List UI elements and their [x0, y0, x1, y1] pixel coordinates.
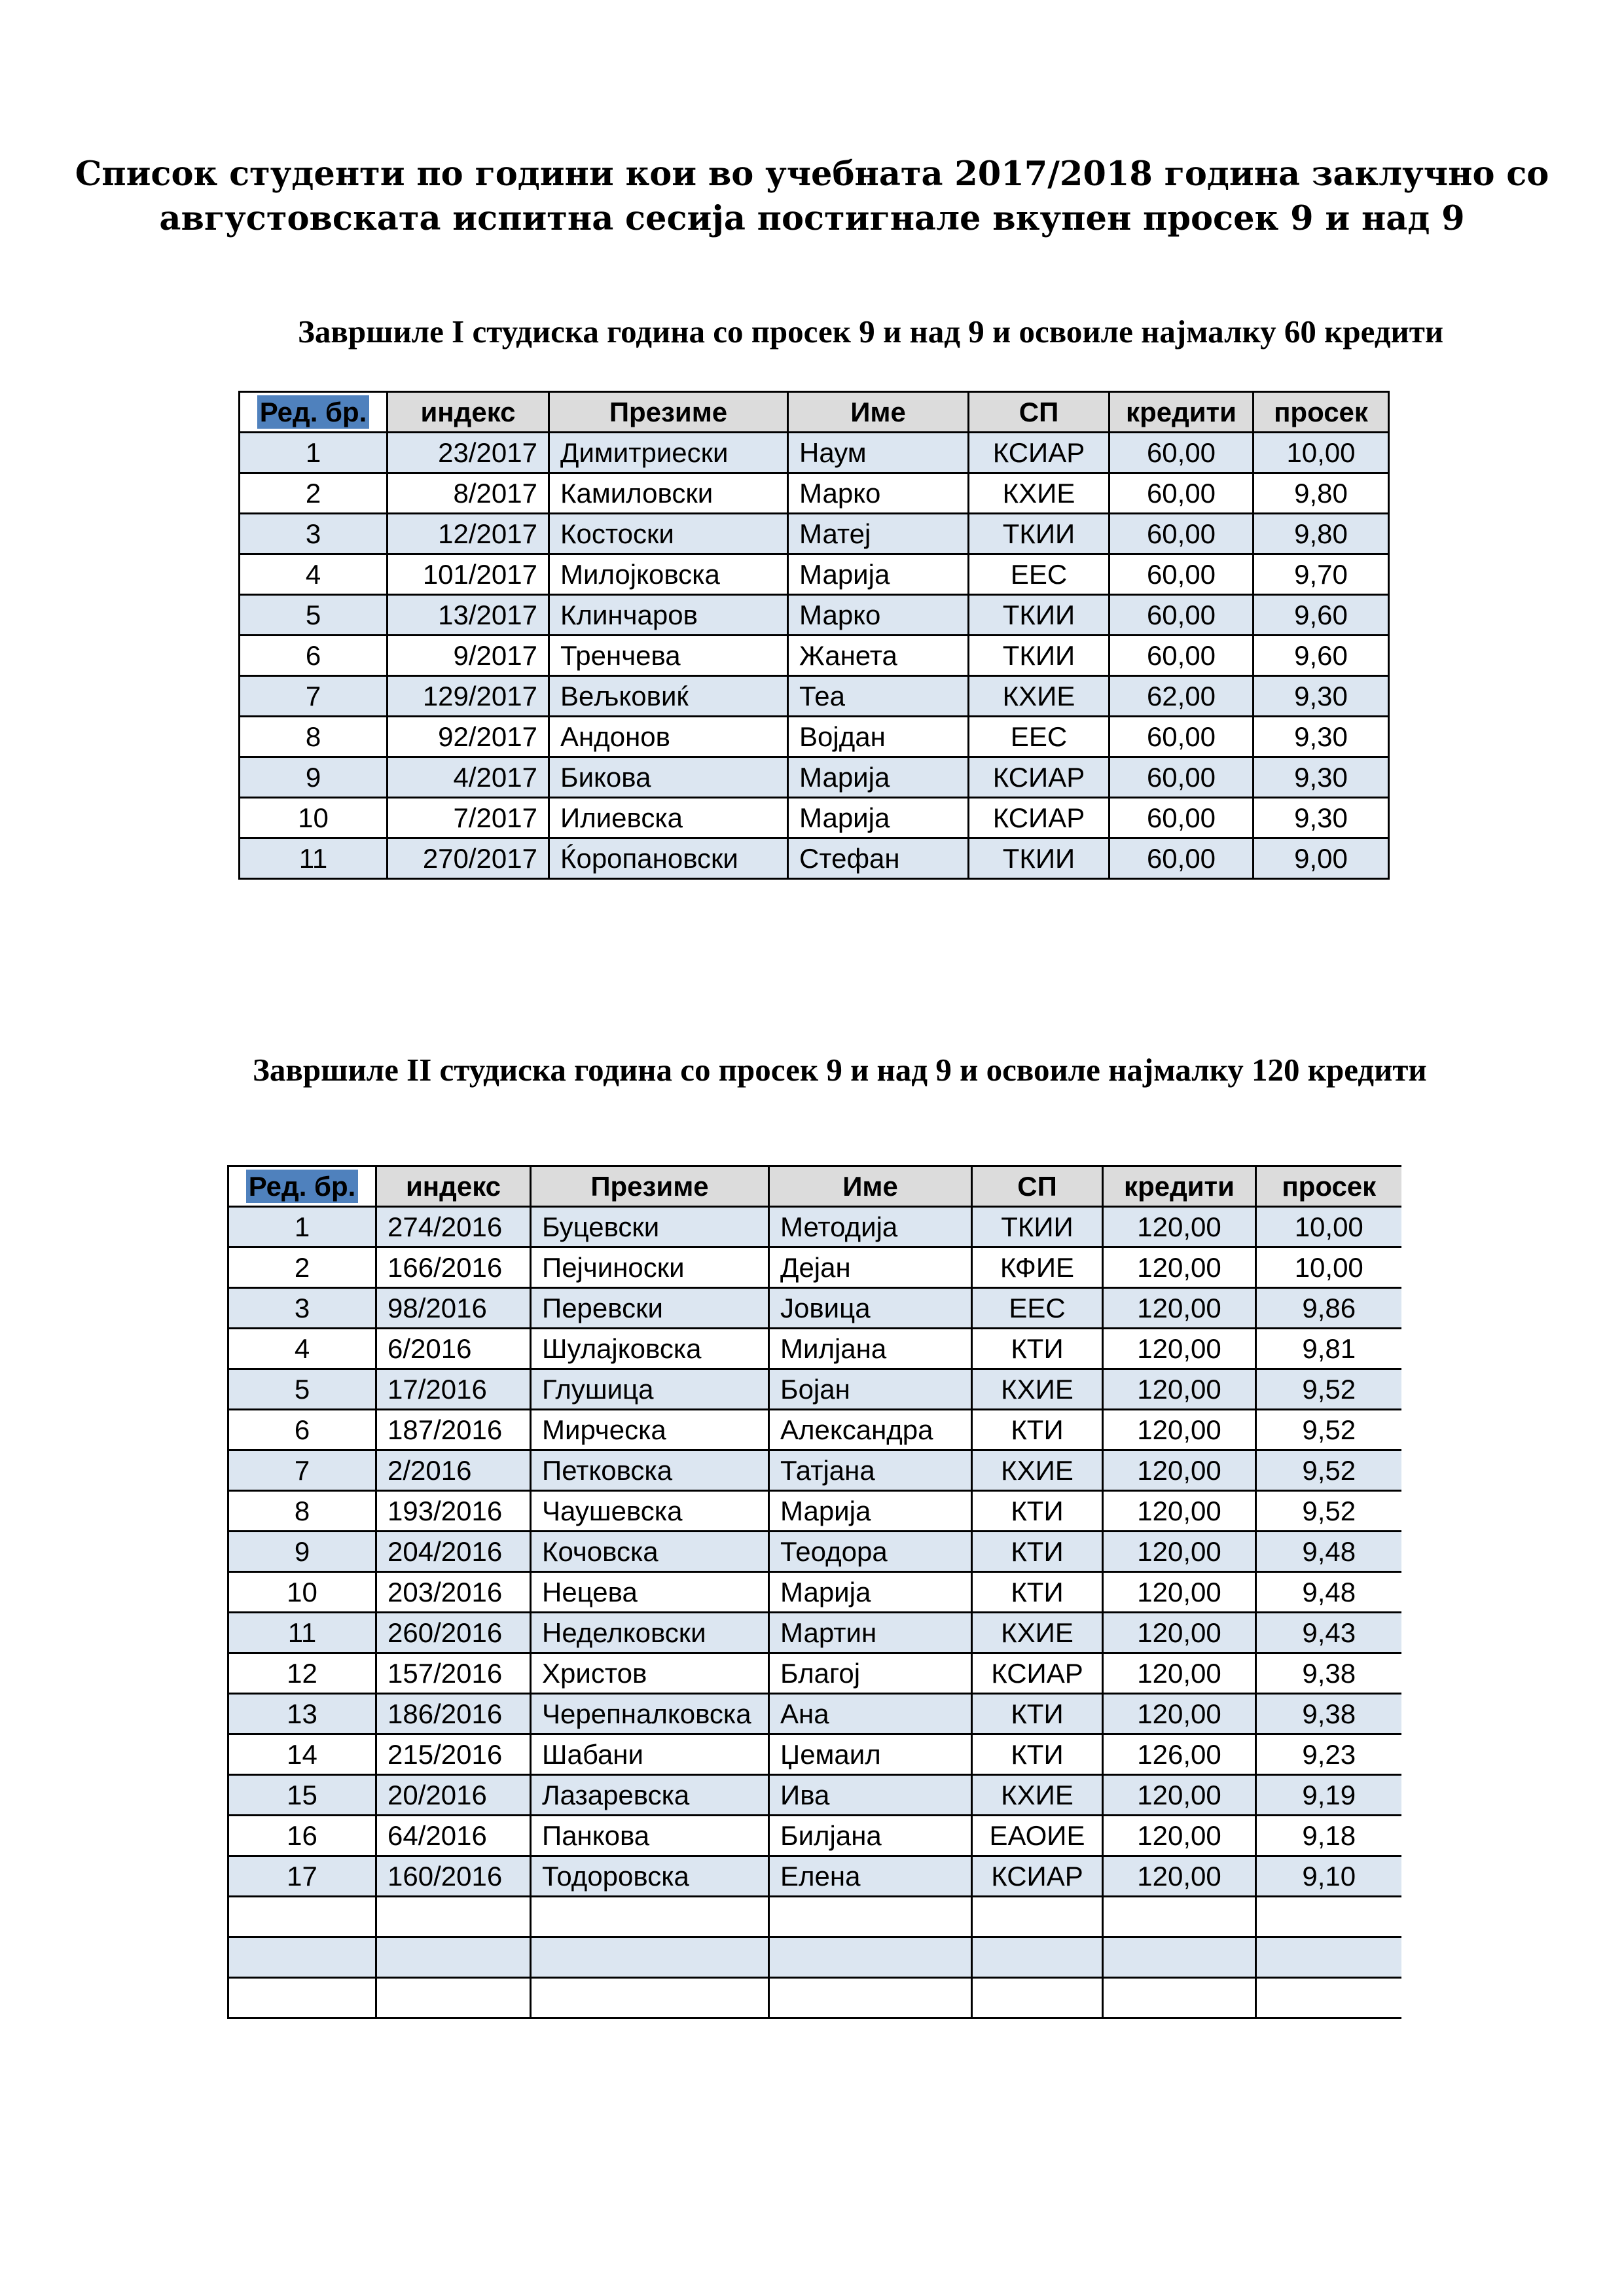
cell-row-number: 10	[240, 798, 388, 838]
cell-row-number: 6	[240, 636, 388, 676]
cell-study-program: КХИЕ	[972, 1775, 1103, 1816]
cell-surname: Тренчева	[549, 636, 788, 676]
cell-surname: Черепналковска	[531, 1694, 769, 1734]
cell-surname: Тодоровска	[531, 1856, 769, 1897]
cell-study-program: КСИАР	[969, 798, 1110, 838]
table-row	[228, 1288, 1401, 1329]
cell-surname: Перевски	[531, 1288, 769, 1329]
cell-study-program: КСИАР	[972, 1653, 1103, 1694]
document-title-line-2: августовската испитна сесија постигнале вкупен просек 9 и над 9	[159, 199, 1465, 238]
cell-credits: 120,00	[1103, 1410, 1256, 1450]
cell-study-program: ТКИИ	[969, 636, 1110, 676]
cell-name: Стефан	[788, 838, 969, 879]
cell-credits: 120,00	[1103, 1247, 1256, 1288]
cell-credits: 60,00	[1110, 798, 1254, 838]
cell-name: Војдан	[788, 717, 969, 757]
cell-credits: 120,00	[1103, 1694, 1256, 1734]
header-credits: кредити	[1110, 392, 1254, 433]
header-name: Име	[788, 392, 969, 433]
cell-average: 9,30	[1254, 798, 1389, 838]
cell-name: Матеј	[788, 514, 969, 554]
cell-study-program: КТИ	[972, 1694, 1103, 1734]
header-average: просек	[1254, 392, 1389, 433]
cell-index: 166/2016	[376, 1247, 531, 1288]
cell-credits: 120,00	[1103, 1653, 1256, 1694]
cell-average: 9,80	[1254, 473, 1389, 514]
cell-surname: Бикова	[549, 757, 788, 798]
cell-study-program: ЕЕС	[972, 1288, 1103, 1329]
cell-average: 9,48	[1256, 1572, 1401, 1613]
cell-row-number: 16	[228, 1816, 376, 1856]
cell-study-program: КТИ	[972, 1734, 1103, 1775]
cell-surname: Пејчиноски	[531, 1247, 769, 1288]
cell-average: 10,00	[1256, 1247, 1401, 1288]
cell-surname: Нецева	[531, 1572, 769, 1613]
table-header-row	[228, 1166, 1401, 1207]
cell-credits: 120,00	[1103, 1207, 1256, 1247]
cell-row-number: 9	[240, 757, 388, 798]
table-row	[228, 1613, 1401, 1653]
cell-surname: Шулајковска	[531, 1329, 769, 1369]
cell-credits: 62,00	[1110, 676, 1254, 717]
cell-name: Теодора	[769, 1532, 972, 1572]
cell-row-number	[228, 1897, 376, 1937]
cell-study-program: ТКИИ	[972, 1207, 1103, 1247]
cell-name	[769, 1897, 972, 1937]
cell-surname: Петковска	[531, 1450, 769, 1491]
cell-row-number: 8	[240, 717, 388, 757]
cell-average: 9,43	[1256, 1613, 1401, 1653]
cell-study-program: КТИ	[972, 1410, 1103, 1450]
cell-surname	[531, 1978, 769, 2018]
cell-index: 101/2017	[388, 554, 549, 595]
cell-average: 9,38	[1256, 1653, 1401, 1694]
table-row	[240, 676, 1389, 717]
cell-surname	[531, 1937, 769, 1978]
cell-average: 9,81	[1256, 1329, 1401, 1369]
cell-row-number: 15	[228, 1775, 376, 1816]
cell-average: 9,00	[1254, 838, 1389, 879]
cell-credits: 120,00	[1103, 1816, 1256, 1856]
cell-name: Дејан	[769, 1247, 972, 1288]
cell-credits: 120,00	[1103, 1613, 1256, 1653]
cell-name: Марко	[788, 595, 969, 636]
table-row	[228, 1937, 1401, 1978]
cell-average: 9,30	[1254, 676, 1389, 717]
header-credits: кредити	[1103, 1166, 1256, 1207]
cell-study-program: ТКИИ	[969, 514, 1110, 554]
cell-index: 204/2016	[376, 1532, 531, 1572]
cell-index: 215/2016	[376, 1734, 531, 1775]
cell-name: Жанета	[788, 636, 969, 676]
cell-surname: Илиевска	[549, 798, 788, 838]
cell-credits: 120,00	[1103, 1572, 1256, 1613]
document-title	[0, 152, 1624, 241]
cell-surname: Буцевски	[531, 1207, 769, 1247]
cell-average: 9,52	[1256, 1491, 1401, 1532]
cell-credits	[1103, 1937, 1256, 1978]
table-row	[228, 1856, 1401, 1897]
cell-name: Билјана	[769, 1816, 972, 1856]
cell-name	[769, 1978, 972, 2018]
cell-surname: Камиловски	[549, 473, 788, 514]
table-row	[240, 798, 1389, 838]
table-row	[228, 1816, 1401, 1856]
document-title-line-1: Список студенти по години кои во учебната 2017/2018 година заклучно со	[75, 154, 1549, 194]
cell-row-number: 14	[228, 1734, 376, 1775]
cell-credits: 120,00	[1103, 1450, 1256, 1491]
cell-average: 9,10	[1256, 1856, 1401, 1897]
cell-row-number: 10	[228, 1572, 376, 1613]
cell-index: 17/2016	[376, 1369, 531, 1410]
cell-index: 64/2016	[376, 1816, 531, 1856]
cell-name: Марија	[769, 1572, 972, 1613]
cell-surname: Глушица	[531, 1369, 769, 1410]
cell-row-number: 8	[228, 1491, 376, 1532]
cell-study-program: КТИ	[972, 1572, 1103, 1613]
cell-surname: Мирческа	[531, 1410, 769, 1450]
cell-index: 187/2016	[376, 1410, 531, 1450]
cell-name: Милјана	[769, 1329, 972, 1369]
cell-index: 270/2017	[388, 838, 549, 879]
cell-average	[1256, 1978, 1401, 2018]
cell-credits	[1103, 1978, 1256, 2018]
cell-credits: 120,00	[1103, 1491, 1256, 1532]
cell-credits: 60,00	[1110, 433, 1254, 473]
cell-study-program	[972, 1978, 1103, 2018]
cell-name: Ива	[769, 1775, 972, 1816]
cell-credits: 60,00	[1110, 473, 1254, 514]
table-row	[228, 1532, 1401, 1572]
cell-average: 9,30	[1254, 757, 1389, 798]
cell-name: Џемаил	[769, 1734, 972, 1775]
table-row	[228, 1207, 1401, 1247]
cell-credits: 120,00	[1103, 1775, 1256, 1816]
table-row	[240, 838, 1389, 879]
table-row	[240, 757, 1389, 798]
table-row	[228, 1369, 1401, 1410]
section-1-heading: Завршиле I студиска година со просек 9 и над 9 и освоиле најмалку 60 кредити	[298, 314, 1444, 350]
header-surname: Презиме	[531, 1166, 769, 1207]
cell-row-number	[228, 1937, 376, 1978]
cell-row-number: 11	[228, 1613, 376, 1653]
cell-study-program	[972, 1897, 1103, 1937]
cell-study-program: КХИЕ	[969, 676, 1110, 717]
cell-name: Наум	[788, 433, 969, 473]
cell-index: 193/2016	[376, 1491, 531, 1532]
cell-credits: 120,00	[1103, 1288, 1256, 1329]
cell-study-program: КХИЕ	[972, 1369, 1103, 1410]
cell-row-number: 2	[228, 1247, 376, 1288]
cell-average: 9,19	[1256, 1775, 1401, 1816]
cell-name: Методија	[769, 1207, 972, 1247]
table-row	[228, 1694, 1401, 1734]
cell-study-program: КСИАР	[972, 1856, 1103, 1897]
cell-index: 8/2017	[388, 473, 549, 514]
cell-row-number: 7	[240, 676, 388, 717]
cell-average: 9,52	[1256, 1410, 1401, 1450]
cell-average: 9,23	[1256, 1734, 1401, 1775]
cell-row-number: 9	[228, 1532, 376, 1572]
cell-row-number: 5	[228, 1369, 376, 1410]
cell-surname: Милојковска	[549, 554, 788, 595]
cell-name: Александра	[769, 1410, 972, 1450]
cell-study-program: ЕЕС	[969, 717, 1110, 757]
cell-index: 7/2017	[388, 798, 549, 838]
table-row	[228, 1410, 1401, 1450]
cell-index: 92/2017	[388, 717, 549, 757]
cell-row-number: 17	[228, 1856, 376, 1897]
cell-average: 9,86	[1256, 1288, 1401, 1329]
cell-index: 260/2016	[376, 1613, 531, 1653]
cell-index: 23/2017	[388, 433, 549, 473]
cell-study-program: ТКИИ	[969, 595, 1110, 636]
cell-name: Елена	[769, 1856, 972, 1897]
cell-surname: Димитриески	[549, 433, 788, 473]
cell-average	[1256, 1897, 1401, 1937]
cell-study-program: ЕЕС	[969, 554, 1110, 595]
table-row	[240, 595, 1389, 636]
cell-surname: Неделковски	[531, 1613, 769, 1653]
cell-study-program: КТИ	[972, 1329, 1103, 1369]
cell-surname: Лазаревска	[531, 1775, 769, 1816]
cell-average: 9,52	[1256, 1369, 1401, 1410]
table-row	[228, 1491, 1401, 1532]
cell-study-program: КХИЕ	[969, 473, 1110, 514]
cell-surname: Костоски	[549, 514, 788, 554]
cell-index: 12/2017	[388, 514, 549, 554]
table-row	[240, 636, 1389, 676]
cell-index: 129/2017	[388, 676, 549, 717]
cell-study-program: КТИ	[972, 1532, 1103, 1572]
cell-credits: 60,00	[1110, 717, 1254, 757]
cell-study-program: КСИАР	[969, 757, 1110, 798]
cell-index: 203/2016	[376, 1572, 531, 1613]
cell-index	[376, 1897, 531, 1937]
cell-credits: 60,00	[1110, 514, 1254, 554]
table-row	[240, 554, 1389, 595]
table-row	[240, 473, 1389, 514]
table-row	[228, 1653, 1401, 1694]
cell-credits: 60,00	[1110, 554, 1254, 595]
cell-name: Марија	[788, 798, 969, 838]
table-header-row	[240, 392, 1389, 433]
cell-name: Јовица	[769, 1288, 972, 1329]
header-surname: Презиме	[549, 392, 788, 433]
cell-average: 9,60	[1254, 595, 1389, 636]
cell-surname: Ќоропановски	[549, 838, 788, 879]
cell-credits: 60,00	[1110, 636, 1254, 676]
cell-row-number: 5	[240, 595, 388, 636]
cell-row-number: 1	[228, 1207, 376, 1247]
cell-surname: Вељковиќ	[549, 676, 788, 717]
cell-average: 9,30	[1254, 717, 1389, 757]
table-row	[228, 1897, 1401, 1937]
cell-index: 98/2016	[376, 1288, 531, 1329]
cell-index: 4/2017	[388, 757, 549, 798]
cell-index: 2/2016	[376, 1450, 531, 1491]
cell-name: Татјана	[769, 1450, 972, 1491]
cell-credits: 120,00	[1103, 1532, 1256, 1572]
cell-average: 9,52	[1256, 1450, 1401, 1491]
cell-credits: 60,00	[1110, 595, 1254, 636]
cell-study-program: КСИАР	[969, 433, 1110, 473]
second-year-students-table	[227, 1165, 1401, 2019]
table-row	[240, 514, 1389, 554]
cell-credits: 60,00	[1110, 838, 1254, 879]
cell-index	[376, 1978, 531, 2018]
header-index: индекс	[388, 392, 549, 433]
cell-average: 9,48	[1256, 1532, 1401, 1572]
header-study-program: СП	[969, 392, 1110, 433]
cell-index	[376, 1937, 531, 1978]
table-row	[228, 1329, 1401, 1369]
cell-row-number: 4	[240, 554, 388, 595]
cell-credits: 126,00	[1103, 1734, 1256, 1775]
cell-name: Мартин	[769, 1613, 972, 1653]
table-row	[240, 717, 1389, 757]
cell-average: 9,18	[1256, 1816, 1401, 1856]
cell-row-number: 12	[228, 1653, 376, 1694]
cell-index: 6/2016	[376, 1329, 531, 1369]
first-year-students-table	[238, 391, 1390, 880]
cell-name: Ана	[769, 1694, 972, 1734]
table-row	[228, 1734, 1401, 1775]
cell-row-number: 6	[228, 1410, 376, 1450]
table-row	[228, 1978, 1401, 2018]
table-row	[228, 1775, 1401, 1816]
cell-average: 10,00	[1256, 1207, 1401, 1247]
cell-row-number: 13	[228, 1694, 376, 1734]
cell-name: Благој	[769, 1653, 972, 1694]
cell-name: Марија	[788, 554, 969, 595]
header-name: Име	[769, 1166, 972, 1207]
cell-row-number: 7	[228, 1450, 376, 1491]
cell-row-number: 4	[228, 1329, 376, 1369]
cell-index: 9/2017	[388, 636, 549, 676]
cell-name	[769, 1937, 972, 1978]
header-row-number[interactable]: Ред. бр.	[240, 392, 388, 433]
section-2-heading: Завршиле II студиска година со просек 9 и над 9 и освоиле најмалку 120 кредити	[253, 1052, 1427, 1088]
cell-average: 9,80	[1254, 514, 1389, 554]
cell-row-number: 2	[240, 473, 388, 514]
cell-study-program: КХИЕ	[972, 1450, 1103, 1491]
cell-average: 9,70	[1254, 554, 1389, 595]
cell-row-number: 3	[228, 1288, 376, 1329]
cell-study-program	[972, 1937, 1103, 1978]
cell-index: 186/2016	[376, 1694, 531, 1734]
cell-study-program: КХИЕ	[972, 1613, 1103, 1653]
cell-surname: Кочовска	[531, 1532, 769, 1572]
cell-study-program: ТКИИ	[969, 838, 1110, 879]
cell-average: 9,38	[1256, 1694, 1401, 1734]
cell-name: Марија	[788, 757, 969, 798]
cell-average	[1256, 1937, 1401, 1978]
cell-credits: 120,00	[1103, 1329, 1256, 1369]
cell-credits: 120,00	[1103, 1856, 1256, 1897]
cell-credits: 120,00	[1103, 1369, 1256, 1410]
cell-row-number: 3	[240, 514, 388, 554]
cell-average: 10,00	[1254, 433, 1389, 473]
cell-name: Марко	[788, 473, 969, 514]
table-row	[228, 1572, 1401, 1613]
cell-surname: Клинчаров	[549, 595, 788, 636]
cell-index: 274/2016	[376, 1207, 531, 1247]
cell-index: 160/2016	[376, 1856, 531, 1897]
cell-row-number: 1	[240, 433, 388, 473]
cell-credits: 60,00	[1110, 757, 1254, 798]
cell-name: Бојан	[769, 1369, 972, 1410]
table-row	[228, 1247, 1401, 1288]
cell-surname: Христов	[531, 1653, 769, 1694]
cell-index: 157/2016	[376, 1653, 531, 1694]
cell-surname: Чаушевска	[531, 1491, 769, 1532]
cell-name: Теа	[788, 676, 969, 717]
cell-surname	[531, 1897, 769, 1937]
cell-name: Марија	[769, 1491, 972, 1532]
cell-study-program: ЕАОИЕ	[972, 1816, 1103, 1856]
cell-surname: Андонов	[549, 717, 788, 757]
cell-surname: Панкова	[531, 1816, 769, 1856]
cell-surname: Шабани	[531, 1734, 769, 1775]
cell-index: 13/2017	[388, 595, 549, 636]
cell-study-program: КФИЕ	[972, 1247, 1103, 1288]
cell-row-number	[228, 1978, 376, 2018]
cell-study-program: КТИ	[972, 1491, 1103, 1532]
table-row	[228, 1450, 1401, 1491]
table-row	[240, 433, 1389, 473]
header-study-program: СП	[972, 1166, 1103, 1207]
cell-index: 20/2016	[376, 1775, 531, 1816]
header-average: просек	[1256, 1166, 1401, 1207]
header-index: индекс	[376, 1166, 531, 1207]
cell-average: 9,60	[1254, 636, 1389, 676]
cell-row-number: 11	[240, 838, 388, 879]
header-row-number[interactable]: Ред. бр.	[228, 1166, 376, 1207]
cell-credits	[1103, 1897, 1256, 1937]
